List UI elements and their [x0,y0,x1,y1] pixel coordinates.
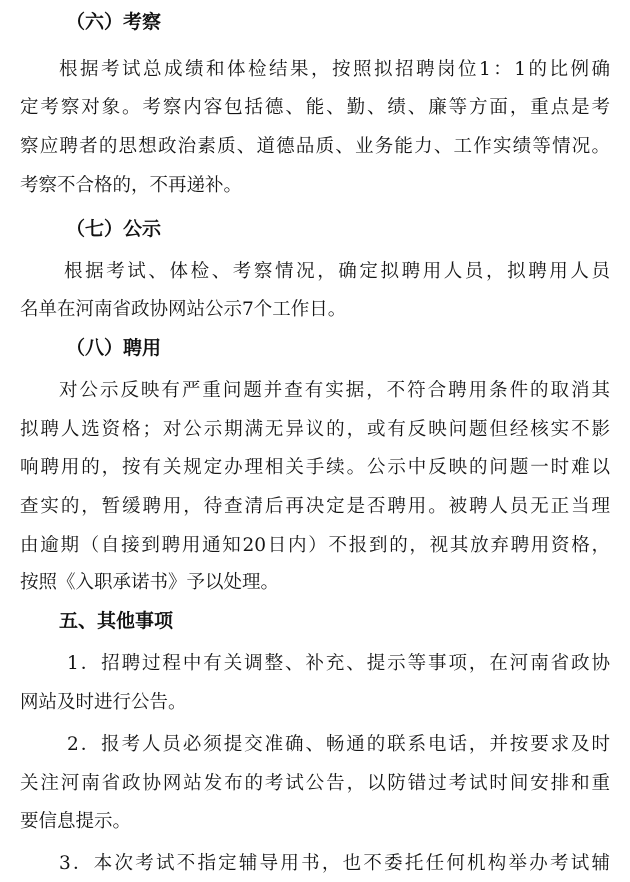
list-item-line: 关注河南省政协网站发布的考试公告，以防错过考试时间安排和重 [20,773,610,794]
section-heading-employment: （八）聘用 [66,337,162,359]
paragraph-line: 拟聘人选资格；对公示期满无异议的，或有反映问题但经核实不影 [20,419,610,440]
paragraph-line: 根据考试总成绩和体检结果，按照拟招聘岗位1：1的比例确 [59,59,610,80]
paragraph-line: 响聘用的，按有关规定办理相关手续。公示中反映的问题一时难以 [20,457,610,478]
list-item-line: 2．报考人员必须提交准确、畅通的联系电话，并按要求及时 [67,734,610,755]
list-item-line: 3．本次考试不指定辅导用书，也不委托任何机构举办考试辅 [59,853,610,874]
paragraph-line: 名单在河南省政协网站公示7个工作日。 [20,299,347,320]
list-item-line: 网站及时进行公告。 [20,692,187,713]
list-item-line: 1．招聘过程中有关调整、补充、提示等事项，在河南省政协 [67,653,610,674]
paragraph-line: 定考察对象。考察内容包括德、能、勤、绩、廉等方面，重点是考 [20,97,610,118]
paragraph-line: 对公示反映有严重问题并查有实据，不符合聘用条件的取消其 [59,380,610,401]
paragraph-line: 由逾期（自接到聘用通知20日内）不报到的，视其放弃聘用资格， [20,535,610,556]
paragraph-line: 根据考试、体检、考察情况，确定拟聘用人员，拟聘用人员 [64,261,610,282]
section-heading-inspection: （六）考察 [66,11,162,33]
list-item-line: 要信息提示。 [20,811,132,832]
section-heading-other-matters: 五、其他事项 [59,610,174,632]
paragraph-line: 考察不合格的，不再递补。 [20,175,243,196]
paragraph-line: 察应聘者的思想政治素质、道德品质、业务能力、工作实绩等情况。 [20,136,610,157]
section-heading-publicity: （七）公示 [66,218,162,240]
paragraph-line: 查实的，暂缓聘用，待查清后再决定是否聘用。被聘人员无正当理 [20,496,610,517]
paragraph-line: 按照《入职承诺书》予以处理。 [20,572,280,593]
